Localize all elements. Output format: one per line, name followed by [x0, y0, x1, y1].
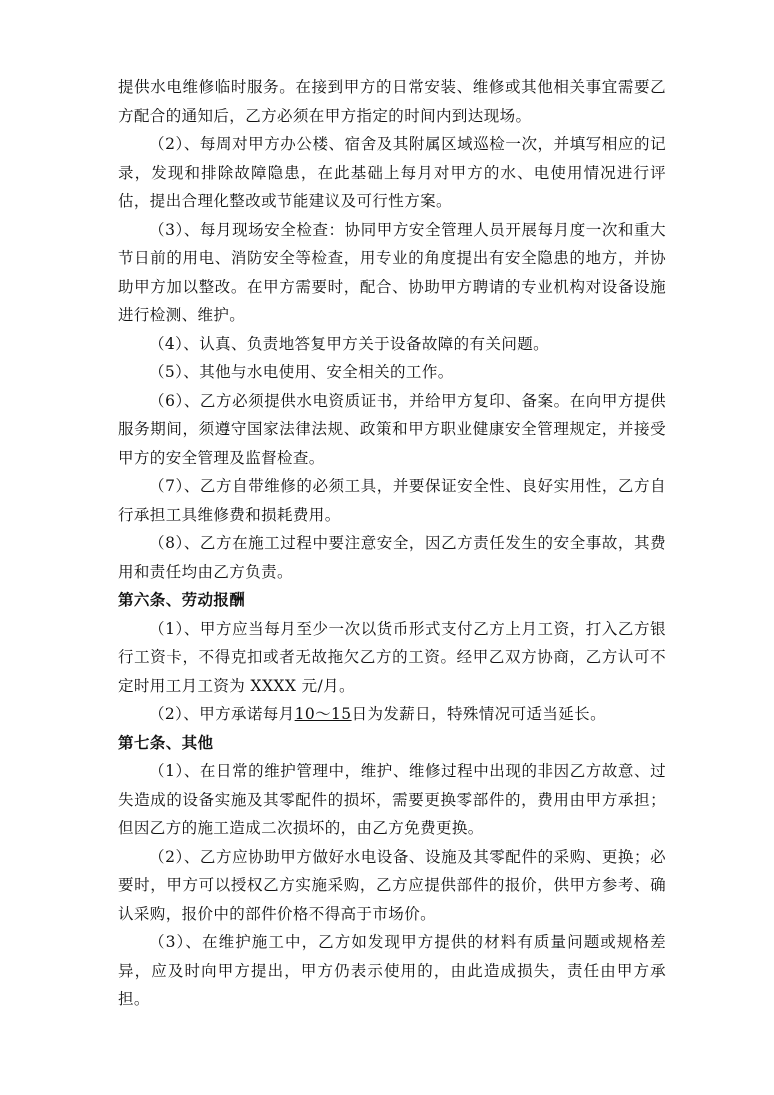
paragraph-fault-answers: （4）、认真、负责地答复甲方关于设备故障的有关问题。	[149, 334, 550, 353]
paragraph-qualification: （6）、乙方必须提供水电资质证书，并给甲方复印、备案。在向甲方提供服务期间，须遵守国家法律法规、政策和甲方职业健康安全管理规定，并接受甲方的安全管理及监督检查。	[118, 391, 666, 467]
paragraph-weekly-inspection: （2）、每周对甲方办公楼、宿舍及其附属区域巡检一次，并填写相应的记录，发现和排除故障隐患，在此基础上每月对甲方的水、电使用情况进行评估，提出合理化整改或节能建议及可行性方案。	[118, 135, 666, 210]
paragraph-service-continuation: 提供水电维修临时服务。在接到甲方的日常安装、维修或其他相关事宜需要乙方配合的通知后，乙方必须在甲方指定的时间内到达现场。	[118, 78, 666, 125]
section-heading-other: 第七条、其他	[118, 732, 214, 752]
pay-day-range: 10～15	[294, 705, 352, 723]
paragraph-construction-safety: （8）、乙方在施工过程中要注意安全，因乙方责任发生的安全事故，其费用和责任均由乙方负责。	[118, 534, 666, 581]
paragraph-parts-damage: （1）、在日常的维护管理中，维护、维修过程中出现的非因乙方故意、过失造成的设备实施及其零配件的损坏，需要更换零部件的，费用由甲方承担；但因乙方的施工造成二次损坏的，由乙方免费更换。	[118, 762, 666, 837]
document-body	[118, 73, 666, 1014]
paragraph-monthly-wage: （1）、甲方应当每月至少一次以货币形式支付乙方上月工资，打入乙方银行工资卡，不得克扣或者无故拖欠乙方的工资。经甲乙双方协商，乙方认可不定时用工月工资为 XXXX 元/月。	[118, 619, 666, 695]
paragraph-material-quality: （3）、在维护施工中，乙方如发现甲方提供的材料有质量问题或规格差异，应及时向甲方提出，甲方仍表示使用的，由此造成损失，责任由甲方承担。	[118, 933, 666, 1008]
pay-day-after: 日为发薪日，特殊情况可适当延长。	[351, 705, 606, 723]
paragraph-procurement: （2）、乙方应协助甲方做好水电设备、设施及其零配件的采购、更换；必要时，甲方可以授权乙方实施采购，乙方应提供部件的报价，供甲方参考、确认采购，报价中的部件价格不得高于市场价。	[118, 847, 666, 923]
pay-day-before: （2）、甲方承诺每月	[149, 705, 295, 723]
paragraph-monthly-safety-check: （3）、每月现场安全检查：协同甲方安全管理人员开展每月度一次和重大节日前的用电、消防安全等检查，用专业的角度提出有安全隐患的地方，并协助甲方加以整改。在甲方需要时，配合、协助甲方聘请的专业机构对设备设施进行检测、维护。	[118, 220, 666, 324]
paragraph-pay-day	[118, 700, 666, 729]
paragraph-other-work: （5）、其他与水电使用、安全相关的工作。	[149, 363, 454, 381]
paragraph-tools: （7）、乙方自带维修的必须工具，并要保证安全性、良好实用性，乙方自行承担工具维修费和损耗费用。	[118, 477, 666, 524]
section-heading-remuneration: 第六条、劳动报酬	[118, 590, 246, 609]
